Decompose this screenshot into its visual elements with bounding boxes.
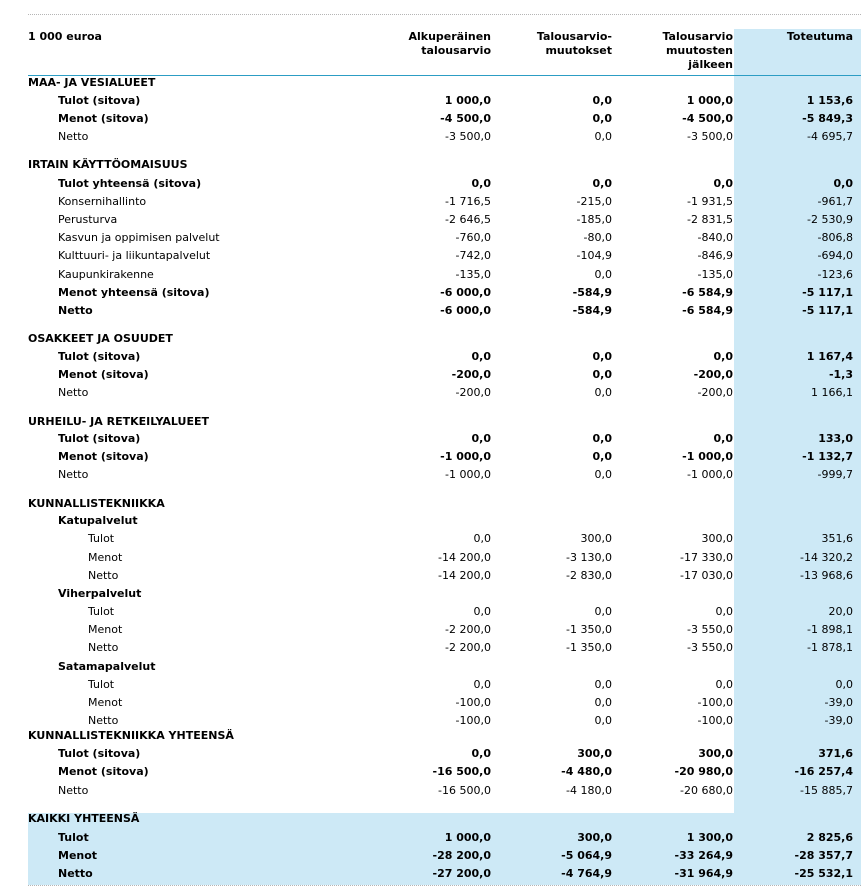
- original-budget-cell: -16 500,0: [432, 765, 491, 778]
- budget-after-changes-cell: -1 931,5: [687, 195, 733, 208]
- row-label: KUNNALLISTEKNIIKKA: [28, 497, 165, 510]
- budget-changes-cell: -584,9: [572, 304, 612, 317]
- budget-after-changes-cell: -200,0: [693, 368, 733, 381]
- row-label: KUNNALLISTEKNIIKKA YHTEENSÄ: [28, 729, 234, 742]
- table-row: [0, 829, 861, 847]
- budget-changes-cell: -1 350,0: [566, 623, 612, 636]
- row-label: Satamapalvelut: [58, 660, 156, 673]
- table-row: [0, 348, 861, 366]
- budget-changes-cell: -4 480,0: [561, 765, 612, 778]
- row-label: Perusturva: [58, 213, 118, 226]
- row-label: Menot (sitova): [58, 765, 149, 778]
- budget-changes-cell: 0,0: [592, 450, 612, 463]
- table-row: [0, 847, 861, 865]
- budget-after-changes-cell: -20 980,0: [674, 765, 733, 778]
- table-row: [0, 266, 861, 284]
- row-label: Tulot (sitova): [58, 350, 141, 363]
- budget-after-changes-cell: -100,0: [697, 714, 733, 727]
- original-budget-cell: 0,0: [473, 605, 491, 618]
- actual-cell: 351,6: [821, 532, 853, 545]
- row-label: URHEILU- JA RETKEILYALUEET: [28, 415, 210, 428]
- actual-cell: -5 117,1: [802, 286, 853, 299]
- budget-changes-cell: -5 064,9: [561, 849, 612, 862]
- budget-after-changes-cell: -3 500,0: [687, 130, 733, 143]
- table-row: [0, 585, 861, 603]
- actual-cell: -25 532,1: [794, 867, 853, 880]
- actual-cell: -1 878,1: [807, 641, 853, 654]
- budget-changes-cell: 300,0: [577, 747, 612, 760]
- budget-changes-cell: -104,9: [576, 249, 612, 262]
- budget-changes-cell: -185,0: [576, 213, 612, 226]
- row-label: Tulot: [88, 532, 115, 545]
- row-label: Menot (sitova): [58, 112, 149, 125]
- budget-changes-cell: 0,0: [592, 94, 612, 107]
- budget-after-changes-cell: -100,0: [697, 696, 733, 709]
- budget-changes-cell: 300,0: [577, 831, 612, 844]
- row-label: Menot: [88, 696, 123, 709]
- top-divider: [28, 14, 861, 15]
- table-row: [0, 366, 861, 384]
- table-row: [0, 128, 861, 146]
- row-label: Tulot yhteensä (sitova): [58, 177, 202, 190]
- row-label: Menot (sitova): [58, 368, 149, 381]
- budget-after-changes-cell: 0,0: [715, 678, 733, 691]
- header-line: muutokset: [545, 44, 612, 57]
- section-heading-row: [0, 495, 861, 513]
- actual-cell: -2 530,9: [807, 213, 853, 226]
- budget-changes-cell: -4 180,0: [566, 784, 612, 797]
- row-label: Netto: [58, 468, 89, 481]
- budget-after-changes-cell: -846,9: [697, 249, 733, 262]
- table-row: [0, 676, 861, 694]
- original-budget-cell: -6 000,0: [440, 304, 491, 317]
- row-label: Konsernihallinto: [58, 195, 147, 208]
- budget-after-changes-cell: 300,0: [698, 747, 733, 760]
- header-line: Talousarvio: [662, 30, 733, 43]
- header-line: talousarvio: [421, 44, 491, 57]
- row-label: Katupalvelut: [58, 514, 138, 527]
- original-budget-cell: -3 500,0: [445, 130, 491, 143]
- original-budget-cell: -2 200,0: [445, 641, 491, 654]
- budget-after-changes-cell: -1 000,0: [687, 468, 733, 481]
- actual-cell: 1 153,6: [806, 94, 853, 107]
- actual-cell: -14 320,2: [800, 551, 853, 564]
- row-label: Kaupunkirakenne: [58, 268, 154, 281]
- actual-cell: -5 117,1: [802, 304, 853, 317]
- budget-after-changes-header: [633, 30, 733, 72]
- original-budget-cell: -14 200,0: [438, 569, 491, 582]
- actual-cell: -1 898,1: [807, 623, 853, 636]
- actual-cell: 1 166,1: [811, 386, 853, 399]
- budget-after-changes-cell: 0,0: [715, 605, 733, 618]
- budget-after-changes-cell: -1 000,0: [682, 450, 733, 463]
- budget-after-changes-cell: 1 300,0: [686, 831, 733, 844]
- original-budget-header: [391, 30, 491, 58]
- actual-cell: -999,7: [817, 468, 853, 481]
- budget-after-changes-cell: -200,0: [697, 386, 733, 399]
- budget-changes-cell: 300,0: [580, 532, 612, 545]
- table-row: [0, 110, 861, 128]
- table-row: [0, 639, 861, 657]
- header-line: muutosten: [665, 44, 733, 57]
- actual-cell: 20,0: [828, 605, 853, 618]
- section-heading-row: [0, 727, 861, 745]
- row-label: IRTAIN KÄYTTÖOMAISUUS: [28, 158, 188, 171]
- budget-after-changes-cell: 300,0: [701, 532, 733, 545]
- row-label: Tulot (sitova): [58, 432, 141, 445]
- table-row: [0, 694, 861, 712]
- actual-cell: 2 825,6: [806, 831, 853, 844]
- budget-changes-cell: -1 350,0: [566, 641, 612, 654]
- budget-changes-cell: -584,9: [572, 286, 612, 299]
- row-label: Tulot: [88, 605, 115, 618]
- table-row: [0, 512, 861, 530]
- original-budget-cell: -100,0: [455, 714, 491, 727]
- row-label: Netto: [58, 130, 89, 143]
- row-label: Kasvun ja oppimisen palvelut: [58, 231, 220, 244]
- row-label: Netto: [88, 641, 119, 654]
- row-label: Netto: [58, 304, 93, 317]
- original-budget-cell: 1 000,0: [444, 831, 491, 844]
- budget-after-changes-cell: -4 500,0: [682, 112, 733, 125]
- original-budget-cell: 1 000,0: [444, 94, 491, 107]
- original-budget-cell: -200,0: [455, 386, 491, 399]
- actual-cell: -15 885,7: [800, 784, 853, 797]
- section-heading-row: [0, 413, 861, 431]
- original-budget-cell: -6 000,0: [440, 286, 491, 299]
- table-row: [0, 211, 861, 229]
- row-label: Menot (sitova): [58, 450, 149, 463]
- budget-after-changes-cell: 1 000,0: [686, 94, 733, 107]
- actual-cell: 133,0: [818, 432, 853, 445]
- budget-changes-cell: -4 764,9: [561, 867, 612, 880]
- budget-changes-cell: 0,0: [594, 268, 612, 281]
- budget-after-changes-cell: -33 264,9: [674, 849, 733, 862]
- actual-cell: -1 132,7: [802, 450, 853, 463]
- original-budget-cell: 0,0: [473, 678, 491, 691]
- row-label: KAIKKI YHTEENSÄ: [28, 812, 140, 825]
- budget-after-changes-cell: 0,0: [713, 177, 733, 190]
- row-label: Tulot (sitova): [58, 94, 141, 107]
- budget-after-changes-cell: -3 550,0: [687, 641, 733, 654]
- actual-cell: 1 167,4: [806, 350, 853, 363]
- budget-after-changes-cell: -20 680,0: [680, 784, 733, 797]
- actual-cell: -16 257,4: [794, 765, 853, 778]
- original-budget-cell: -742,0: [455, 249, 491, 262]
- actual-cell: -806,8: [817, 231, 853, 244]
- actual-cell: -5 849,3: [802, 112, 853, 125]
- budget-after-changes-cell: -6 584,9: [682, 286, 733, 299]
- actual-cell: -39,0: [824, 696, 853, 709]
- row-label: Viherpalvelut: [58, 587, 142, 600]
- budget-changes-cell: 0,0: [594, 696, 612, 709]
- table-row: [0, 745, 861, 763]
- budget-changes-cell: -215,0: [576, 195, 612, 208]
- row-label: Tulot: [58, 831, 89, 844]
- actual-cell: -961,7: [817, 195, 853, 208]
- original-budget-cell: -1 716,5: [445, 195, 491, 208]
- original-budget-cell: 0,0: [471, 177, 491, 190]
- original-budget-cell: -2 200,0: [445, 623, 491, 636]
- section-heading-row: [0, 156, 861, 174]
- table-row: [0, 384, 861, 402]
- row-label: Netto: [88, 569, 119, 582]
- actual-cell: 0,0: [835, 678, 853, 691]
- original-budget-cell: -1 000,0: [440, 450, 491, 463]
- actual-cell: -4 695,7: [807, 130, 853, 143]
- budget-changes-cell: 0,0: [594, 386, 612, 399]
- budget-after-changes-cell: -17 330,0: [680, 551, 733, 564]
- header-line: jälkeen: [688, 58, 733, 71]
- table-row: [0, 621, 861, 639]
- row-label: Tulot (sitova): [58, 747, 141, 760]
- bottom-divider: [28, 885, 861, 886]
- budget-changes-cell: 0,0: [594, 714, 612, 727]
- actual-cell: -694,0: [817, 249, 853, 262]
- table-row: [0, 763, 861, 781]
- budget-changes-cell: 0,0: [592, 350, 612, 363]
- budget-changes-header: [512, 30, 612, 58]
- table-row: [0, 782, 861, 800]
- header-line: Talousarvio-: [536, 30, 612, 43]
- original-budget-cell: -2 646,5: [445, 213, 491, 226]
- budget-after-changes-cell: -17 030,0: [680, 569, 733, 582]
- actual-cell: -13 968,6: [800, 569, 853, 582]
- row-label: Menot: [88, 551, 123, 564]
- table-row: [0, 229, 861, 247]
- original-budget-cell: 0,0: [473, 532, 491, 545]
- row-label: Netto: [58, 867, 93, 880]
- section-heading-row: [0, 330, 861, 348]
- budget-after-changes-cell: 0,0: [713, 432, 733, 445]
- table-row: [0, 658, 861, 676]
- budget-changes-cell: 0,0: [592, 112, 612, 125]
- budget-after-changes-cell: -840,0: [697, 231, 733, 244]
- budget-changes-cell: 0,0: [594, 678, 612, 691]
- row-label: Menot: [58, 849, 98, 862]
- original-budget-cell: -760,0: [455, 231, 491, 244]
- original-budget-cell: -14 200,0: [438, 551, 491, 564]
- row-label: OSAKKEET JA OSUUDET: [28, 332, 173, 345]
- row-label: Netto: [58, 386, 89, 399]
- table-row: [0, 530, 861, 548]
- actual-cell: 371,6: [818, 747, 853, 760]
- budget-changes-cell: 0,0: [592, 432, 612, 445]
- row-label: Netto: [58, 784, 89, 797]
- actual-cell: 0,0: [833, 177, 853, 190]
- original-budget-cell: -1 000,0: [445, 468, 491, 481]
- table-row: [0, 302, 861, 320]
- budget-after-changes-cell: -31 964,9: [674, 867, 733, 880]
- original-budget-cell: 0,0: [471, 350, 491, 363]
- budget-after-changes-cell: 0,0: [713, 350, 733, 363]
- budget-after-changes-cell: -2 831,5: [687, 213, 733, 226]
- budget-after-changes-cell: -3 550,0: [687, 623, 733, 636]
- row-label: Menot: [88, 623, 123, 636]
- table-row: [0, 430, 861, 448]
- actual-cell: -39,0: [824, 714, 853, 727]
- budget-changes-cell: -80,0: [583, 231, 612, 244]
- table-row: [0, 175, 861, 193]
- section-heading-row: [0, 74, 861, 92]
- table-row: [0, 466, 861, 484]
- budget-changes-cell: -3 130,0: [566, 551, 612, 564]
- original-budget-cell: -16 500,0: [438, 784, 491, 797]
- budget-changes-cell: -2 830,0: [566, 569, 612, 582]
- unit-header: 1 000 euroa: [28, 30, 102, 43]
- table-row: [0, 865, 861, 883]
- budget-after-changes-cell: -135,0: [697, 268, 733, 281]
- original-budget-cell: -27 200,0: [432, 867, 491, 880]
- original-budget-cell: 0,0: [471, 432, 491, 445]
- original-budget-cell: -28 200,0: [432, 849, 491, 862]
- table-row: [0, 193, 861, 211]
- original-budget-cell: -200,0: [451, 368, 491, 381]
- actual-header: Toteutuma: [786, 30, 853, 43]
- section-heading-row: [0, 810, 861, 828]
- original-budget-cell: -4 500,0: [440, 112, 491, 125]
- actual-cell: -28 357,7: [794, 849, 853, 862]
- budget-changes-cell: 0,0: [592, 177, 612, 190]
- row-label: Menot yhteensä (sitova): [58, 286, 210, 299]
- row-label: Netto: [88, 714, 119, 727]
- table-row: [0, 567, 861, 585]
- budget-changes-cell: 0,0: [594, 468, 612, 481]
- header-line: Alkuperäinen: [408, 30, 491, 43]
- actual-cell: -1,3: [828, 368, 853, 381]
- table-row: [0, 284, 861, 302]
- original-budget-cell: -100,0: [455, 696, 491, 709]
- table-row: [0, 92, 861, 110]
- original-budget-cell: 0,0: [471, 747, 491, 760]
- budget-changes-cell: 0,0: [592, 368, 612, 381]
- row-label: Kulttuuri- ja liikuntapalvelut: [58, 249, 211, 262]
- row-label: MAA- JA VESIALUEET: [28, 76, 156, 89]
- actual-cell: -123,6: [817, 268, 853, 281]
- table-row: [0, 549, 861, 567]
- table-row: [0, 448, 861, 466]
- row-label: Tulot: [88, 678, 115, 691]
- budget-changes-cell: 0,0: [594, 130, 612, 143]
- original-budget-cell: -135,0: [455, 268, 491, 281]
- budget-changes-cell: 0,0: [594, 605, 612, 618]
- table-row: [0, 603, 861, 621]
- table-row: [0, 247, 861, 265]
- budget-after-changes-cell: -6 584,9: [682, 304, 733, 317]
